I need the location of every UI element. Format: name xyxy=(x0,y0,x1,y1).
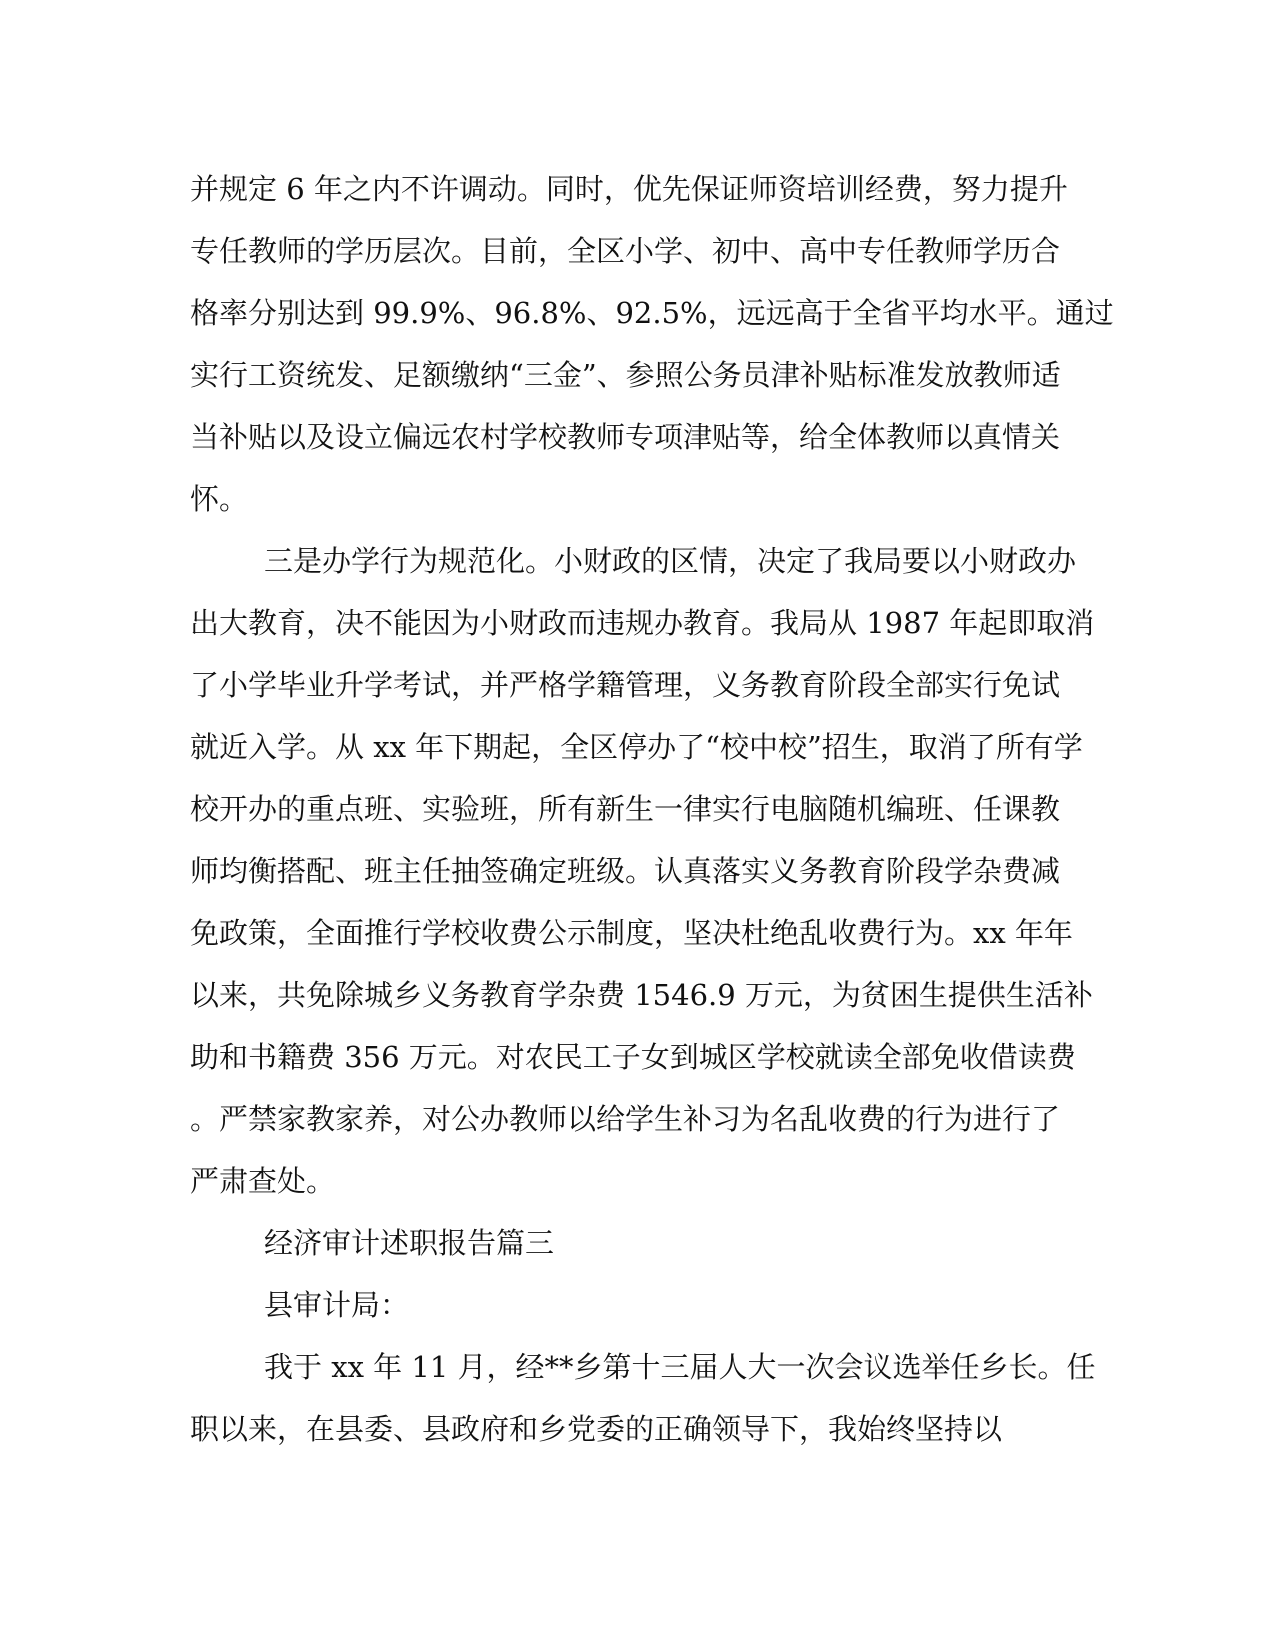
text-line: 当补贴以及设立偏远农村学校教师专项津贴等，给全体教师以真情关 xyxy=(190,420,1061,454)
text-line: 出大教育，决不能因为小财政而违规办教育。我局从 1987 年起即取消 xyxy=(190,606,1095,640)
text-line: 怀。 xyxy=(190,482,249,516)
text-line: 实行工资统发、足额缴纳“三金”、参照公务员津补贴标准发放教师适 xyxy=(190,358,1061,392)
text-line: 校开办的重点班、实验班，所有新生一律实行电脑随机编班、任课教 xyxy=(190,792,1061,826)
paragraph-school-conduct xyxy=(190,530,1095,1212)
text-line: 免政策，全面推行学校收费公示制度，坚决杜绝乱收费行为。xx 年年 xyxy=(190,916,1073,950)
text-line: 以来，共免除城乡义务教育学杂费 1546.9 万元，为贫困生提供生活补 xyxy=(190,978,1093,1012)
paragraph-teacher-training xyxy=(190,158,1114,530)
text-line: 专任教师的学历层次。目前，全区小学、初中、高中专任教师学历合 xyxy=(190,234,1061,268)
document-body xyxy=(190,158,1114,1460)
text-line: 了小学毕业升学考试，并严格学籍管理，义务教育阶段全部实行免试 xyxy=(190,668,1061,702)
paragraph-report-intro xyxy=(190,1336,1096,1460)
text-line: 。严禁家教家养，对公办教师以给学生补习为名乱收费的行为进行了 xyxy=(190,1102,1061,1136)
text-line: 职以来，在县委、县政府和乡党委的正确领导下，我始终坚持以 xyxy=(190,1412,1003,1446)
heading-line: 经济审计述职报告篇三 xyxy=(264,1226,555,1260)
text-line: 助和书籍费 356 万元。对农民工子女到城区学校就读全部免收借读费 xyxy=(190,1040,1076,1074)
text-line: 格率分别达到 99.9%、96.8%、92.5%，远远高于全省平均水平。通过 xyxy=(190,296,1114,330)
salutation xyxy=(190,1274,1090,1336)
text-line: 三是办学行为规范化。小财政的区情，决定了我局要以小财政办 xyxy=(264,544,1077,578)
text-line: 我于 xx 年 11 月，经**乡第十三届人大一次会议选举任乡长。任 xyxy=(264,1350,1096,1384)
text-line: 师均衡搭配、班主任抽签确定班级。认真落实义务教育阶段学杂费减 xyxy=(190,854,1061,888)
text-line: 就近入学。从 xx 年下期起，全区停办了“校中校”招生，取消了所有学 xyxy=(190,730,1083,764)
text-line: 并规定 6 年之内不许调动。同时，优先保证师资培训经费，努力提升 xyxy=(190,172,1068,206)
salutation-line: 县审计局： xyxy=(264,1288,410,1322)
text-line: 严肃查处。 xyxy=(190,1164,336,1198)
section-heading xyxy=(190,1212,1090,1274)
